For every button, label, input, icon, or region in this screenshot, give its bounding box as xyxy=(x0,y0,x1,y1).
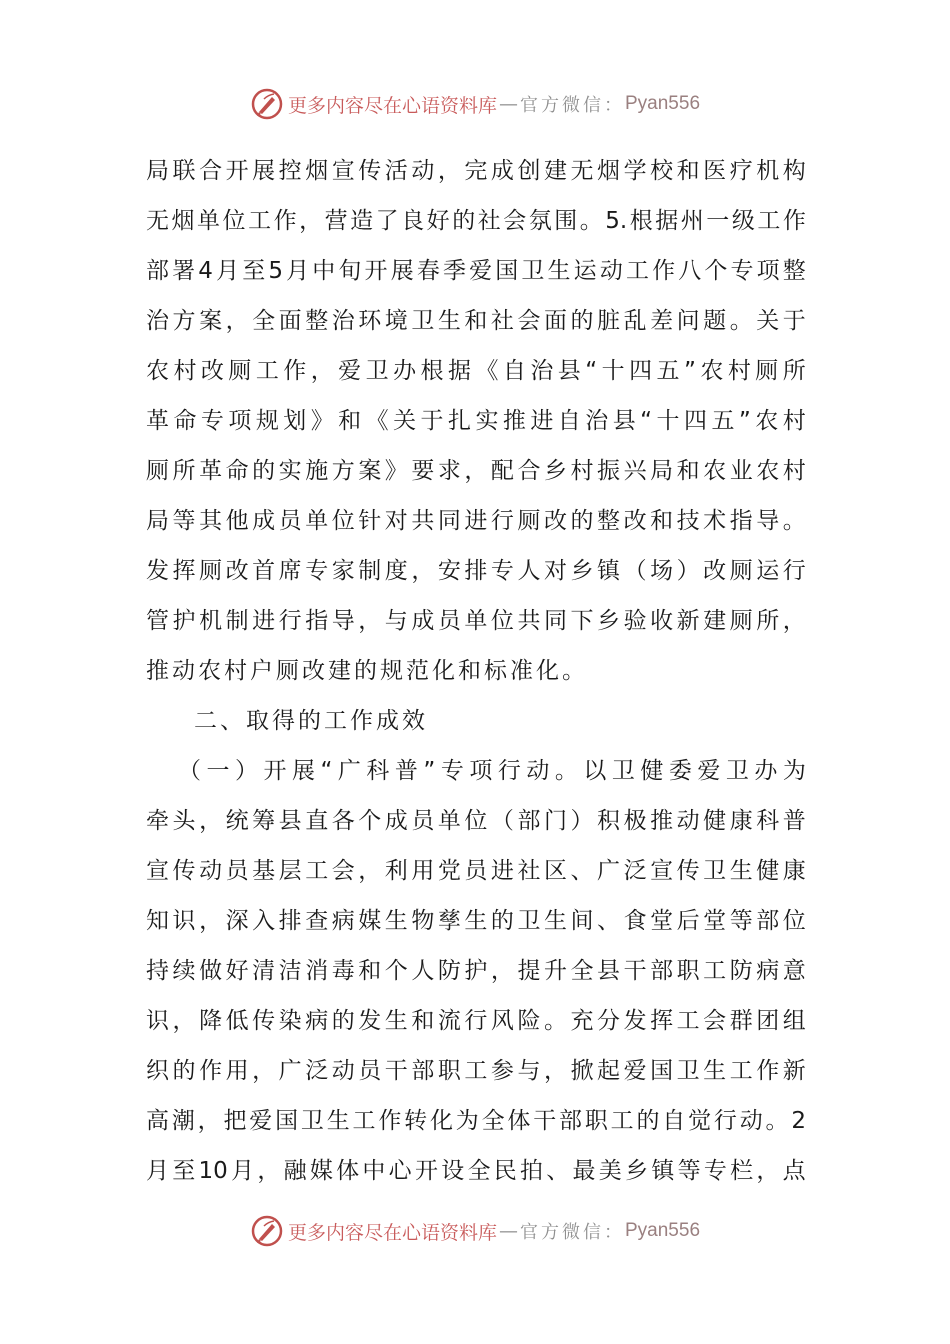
text-line: 管 护 机 制 进 行 指 导 ， 与 成 员 单 位 共 同 下 乡 验 收 新 建 厕 所 ， xyxy=(146,608,806,634)
text-line: 宣 传 动 员 基 层 工 会 ， 利 用 党 员 进 社 区 、 广 泛 宣 传 卫 生 健 康 xyxy=(146,858,806,884)
watermark-official-label: 官方微信： xyxy=(520,95,625,116)
text-line: 无 烟 单 位 工 作 ， 营 造 了 良 好 的 社 会 氛 围 。 5. 根 据 州 一 级 工 作 xyxy=(146,208,806,234)
text-line: 局 等 其 他 成 员 单 位 针 对 共 同 进 行 厕 改 的 整 改 和 技 术 指 导 。 xyxy=(146,508,806,534)
text-line: 知 识 ， 深 入 排 查 病 媒 生 物 孳 生 的 卫 生 间 、 食 堂 后 堂 等 部 位 xyxy=(146,908,806,934)
watermark-dash: — xyxy=(499,93,518,115)
watermark-handle: Pyan556 xyxy=(625,93,701,114)
watermark-official-label: 官方微信： xyxy=(520,1222,625,1243)
watermark-brand: 更多内容尽在心语资料库 xyxy=(287,1221,497,1244)
text-line: 厕 所 革 命 的 实 施 方 案 》 要 求 ， 配 合 乡 村 振 兴 局 和 农 业 农 村 xyxy=(146,458,806,484)
subsection-first-line: （ 一 ） 开 展 “ 广 科 普 ” 专 项 行 动 。 以 卫 健 委 爱 卫 办 为 xyxy=(178,758,806,784)
pen-logo-icon xyxy=(250,1214,284,1248)
watermark-brand: 更多内容尽在心语资料库 xyxy=(287,94,497,117)
text-line: 牵 头 ， 统 筹 县 直 各 个 成 员 单 位 （ 部 门 ） 积 极 推 动 健 康 科 普 xyxy=(146,808,806,834)
text-line: 治 方 案 ， 全 面 整 治 环 境 卫 生 和 社 会 面 的 脏 乱 差 问 题 。 关 于 xyxy=(146,308,806,334)
watermark-handle: Pyan556 xyxy=(625,1220,701,1241)
watermark-footer xyxy=(0,1211,950,1251)
text-line: 部 署 4 月 至 5 月 中 旬 开 展 春 季 爱 国 卫 生 运 动 工 作 八 个 专 项 整 xyxy=(146,258,806,284)
text-line: 织 的 作 用 ， 广 泛 动 员 干 部 职 工 参 与 ， 掀 起 爱 国 卫 生 工 作 新 xyxy=(146,1058,806,1084)
document-body xyxy=(146,146,806,1196)
text-line: 月 至 10 月 ， 融 媒 体 中 心 开 设 全 民 拍 、 最 美 乡 镇 等 专 栏 ， 点 xyxy=(146,1158,806,1184)
text-line: 持 续 做 好 清 洁 消 毒 和 个 人 防 护 ， 提 升 全 县 干 部 职 工 防 病 意 xyxy=(146,958,806,984)
pen-logo-icon xyxy=(250,87,284,121)
watermark-dash: — xyxy=(499,1220,518,1242)
text-line: 农 村 改 厕 工 作 ， 爱 卫 办 根 据 《 自 治 县 “ 十 四 五 ” 农 村 厕 所 xyxy=(146,358,806,384)
text-line: 高 潮 ， 把 爱 国 卫 生 工 作 转 化 为 全 体 干 部 职 工 的 自 觉 行 动 。 2 xyxy=(146,1108,806,1134)
watermark-header xyxy=(0,84,950,124)
text-line: 局 联 合 开 展 控 烟 宣 传 活 动 ， 完 成 创 建 无 烟 学 校 和 医 疗 机 构 xyxy=(146,158,806,184)
text-line: 推 动 农 村 户 厕 改 建 的 规 范 化 和 标 准 化 。 xyxy=(146,658,585,684)
text-line: 发 挥 厕 改 首 席 专 家 制 度 ， 安 排 专 人 对 乡 镇 （ 场 ） 改 厕 运 行 xyxy=(146,558,806,584)
text-line: 识 ， 降 低 传 染 病 的 发 生 和 流 行 风 险 。 充 分 发 挥 工 会 群 团 组 xyxy=(146,1008,806,1034)
text-line: 革 命 专 项 规 划 》 和 《 关 于 扎 实 推 进 自 治 县 “ 十 四 五 ” 农 村 xyxy=(146,408,806,434)
section-heading: 二 、 取 得 的 工 作 成 效 xyxy=(194,708,425,734)
